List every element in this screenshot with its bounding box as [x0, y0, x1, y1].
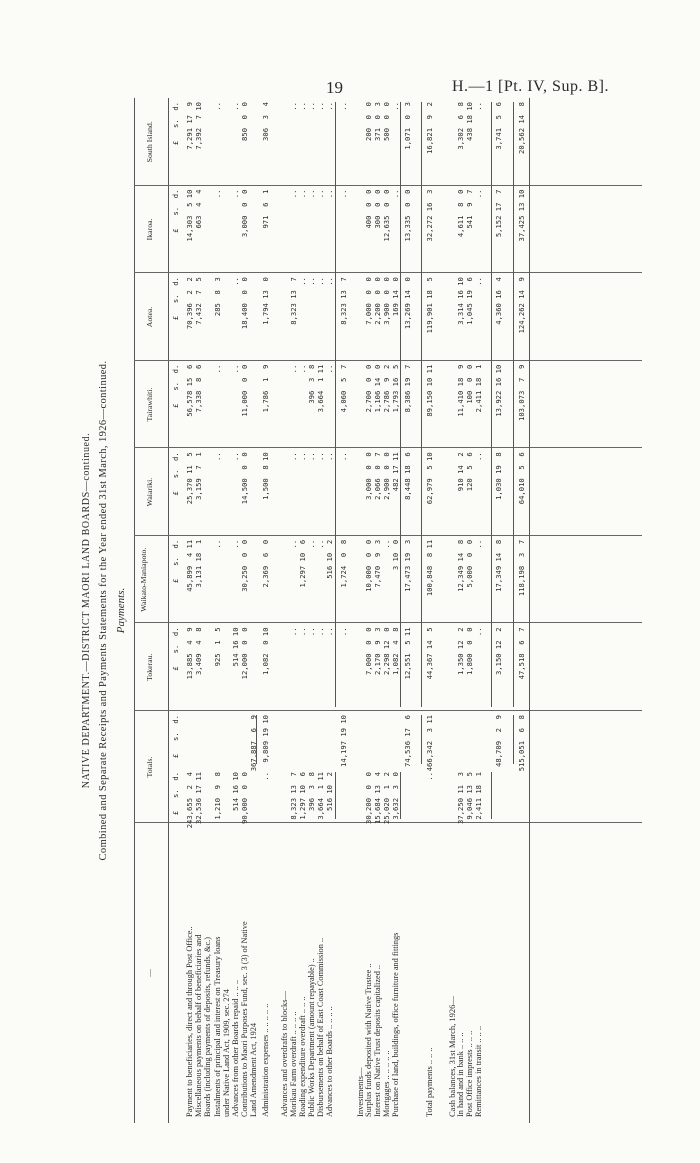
column-rule — [134, 710, 642, 711]
table-cell: 3,664 1 11 — [316, 772, 325, 820]
table-cell: 3,664 1 11 — [316, 364, 325, 413]
table-cell: .. — [391, 102, 400, 111]
table-cell: 62,979 5 10 — [425, 452, 434, 505]
column-rule — [134, 447, 642, 448]
column-header: South Island. — [145, 121, 154, 163]
table-cell: .. — [325, 189, 334, 199]
table-cell: 7,392 7 10 — [194, 102, 203, 150]
subtotal-rule — [491, 102, 492, 707]
table-cell: 11,410 18 9 — [456, 364, 465, 417]
table-cell: 285 8 3 — [213, 277, 222, 317]
table-cell: 3,741 5 6 — [494, 102, 503, 150]
subtotal-rule — [421, 102, 422, 707]
table-cell: 5,000 0 0 — [465, 539, 474, 588]
table-cell: .. — [316, 539, 325, 549]
table-cell: 70,396 2 2 — [185, 277, 194, 330]
header-section: Payments. — [115, 587, 127, 634]
table-cell: 4,060 5 7 — [339, 364, 348, 413]
table-cell: 2,066 0 7 — [373, 452, 382, 500]
table-cell: 2,170 9 3 — [373, 627, 382, 676]
table-cell: 4,611 8 0 — [456, 189, 465, 238]
table-cell: 2,411 18 1 — [474, 772, 483, 820]
table-cell: 3,131 18 1 — [194, 539, 203, 588]
column-header: Waikato-Maniapoto. — [139, 547, 148, 612]
row-label: Advances from other Boards repaid .. .. .. — [231, 979, 240, 1117]
table-cell: 3,159 7 1 — [194, 452, 203, 500]
table-cell: 30,250 0 0 — [240, 539, 249, 592]
page-reference: H.—1 [Pt. IV, Sup. B]. — [452, 78, 609, 95]
column-rule — [134, 185, 642, 186]
table-cell: 1,082 4 8 — [391, 627, 400, 676]
table-cell: 910 14 2 — [456, 452, 465, 492]
table-cell: .. — [289, 189, 298, 199]
table-cell: .. — [339, 102, 348, 111]
table-cell: .. — [231, 452, 240, 461]
table-cell: 3,000 0 0 — [364, 452, 373, 500]
table-cell: 7,000 0 0 — [364, 627, 373, 676]
table-cell: 400 0 0 — [364, 189, 373, 229]
table-cell: 3,314 16 10 — [456, 277, 465, 325]
table-cell: 2,700 0 0 — [364, 364, 373, 413]
table-cell: 17,349 14 8 — [494, 539, 503, 592]
table-cell: 100,848 8 11 — [425, 539, 434, 597]
table-cell: .. — [298, 364, 307, 374]
row-label: Public Works Department (amount repayable) .. — [307, 958, 316, 1117]
table-cell: 4,360 16 4 — [494, 277, 503, 325]
table-cell: .. — [213, 189, 222, 199]
section-label: Investments— — [355, 1067, 365, 1117]
table-cell: 37,250 11 3 — [456, 772, 465, 824]
table-cell: 3,150 12 2 — [494, 627, 503, 676]
table-cell: 15,684 13 4 — [373, 772, 382, 824]
table-cell: 12,349 14 8 — [456, 539, 465, 592]
row-label: Roading expenditure overdraft .. .. .. — [298, 996, 307, 1117]
currency-unit-label: £ s. d. — [171, 452, 180, 496]
table-cell: 10,000 0 0 — [364, 539, 373, 592]
column-header: Tokerau. — [145, 653, 154, 681]
row-label: Boards (including payments of deposits, refunds, &c.) — [203, 937, 212, 1117]
row-label: Disbursements on behalf of East Coast Commission .. — [316, 937, 325, 1117]
table-cell: 103,073 7 9 — [517, 364, 526, 421]
table-cell: .. — [298, 452, 307, 461]
table-cell: .. — [382, 539, 391, 549]
table-cell: 8,323 13 7 — [339, 277, 348, 325]
table-cell: 7,470 9 3 — [373, 539, 382, 588]
table-cell: .. — [474, 189, 483, 199]
table-cell: 1,786 1 9 — [261, 364, 270, 413]
column-rule — [134, 535, 642, 536]
row-label: Post Office imprests .. .. .. — [465, 1030, 474, 1117]
table-cell: 514 16 10 — [231, 627, 240, 667]
table-cell: .. — [289, 539, 298, 549]
table-cell: .. — [289, 364, 298, 374]
table-cell: .. — [307, 102, 316, 111]
table-cell: 17,473 19 3 — [403, 539, 412, 592]
table-cell: 663 4 4 — [194, 189, 203, 229]
table-cell: 44,367 14 5 — [425, 627, 434, 680]
table-cell: 169 14 0 — [391, 277, 400, 317]
section-label: Advances and overdrafts to blocks— — [279, 990, 289, 1117]
row-label: under Native Land Act, 1909, sec. 274 — [222, 989, 231, 1117]
column-header: Waiariki. — [145, 477, 154, 507]
table-cell: .. — [474, 102, 483, 111]
header-subtitle: Combined and Separate Receipts and Payments Statements for the Year ended 31st March, 1926—continued. — [98, 360, 109, 861]
table-cell: .. — [474, 277, 483, 286]
table-cell: .. — [298, 189, 307, 199]
table-cell: .. — [289, 102, 298, 111]
table-cell: 925 1 5 — [213, 627, 222, 667]
table-header-rule — [168, 98, 169, 1123]
table-cell: 64,010 5 6 — [517, 452, 526, 505]
subtotal-rule — [421, 715, 422, 764]
table-cell: 396 3 8 — [307, 772, 316, 811]
table-bottom-rule — [529, 98, 530, 1123]
column-rule — [134, 360, 642, 361]
table-cell: 3 10 0 — [391, 539, 400, 571]
currency-unit-label: £ s. d. — [171, 102, 180, 146]
table-cell: .. — [307, 539, 316, 549]
row-label: Administration expenses .. .. .. .. .. — [261, 1003, 270, 1117]
table-cell: 3,409 4 8 — [194, 627, 203, 676]
table-cell: .. — [316, 277, 325, 286]
row-label: Morikau Farm overdraft .. .. .. .. — [289, 1011, 298, 1117]
table-cell: 32,536 17 11 — [194, 772, 203, 824]
table-cell: 8,448 18 6 — [403, 452, 412, 500]
table-cell: .. — [307, 277, 316, 286]
table-cell: .. — [474, 539, 483, 549]
table-cell: 1,794 13 0 — [261, 277, 270, 325]
subtotal-rule — [513, 715, 514, 764]
table-cell: .. — [316, 189, 325, 199]
row-label: Advances to other Boards .. .. .. .. — [325, 1006, 334, 1117]
subtotal-rule — [335, 772, 336, 819]
table-cell: .. — [231, 102, 240, 111]
table-cell: .. — [307, 627, 316, 637]
table-cell: 1,724 0 8 — [339, 539, 348, 588]
table-cell: 13,885 4 9 — [185, 627, 194, 680]
table-cell: 396 3 8 — [307, 364, 316, 404]
table-cell: 1,045 19 6 — [465, 277, 474, 325]
table-cell: .. — [474, 627, 483, 637]
table-cell: 11,000 0 0 — [240, 364, 249, 417]
table-cell: 18,400 0 0 — [240, 277, 249, 330]
table-cell: .. — [425, 772, 434, 781]
column-header: Aotea. — [145, 306, 154, 328]
table-cell: 16,821 9 2 — [425, 102, 434, 154]
table-cell: 2,369 6 0 — [261, 539, 270, 588]
table-cell: 541 9 7 — [465, 189, 474, 229]
table-cell: 1,210 9 8 — [213, 772, 222, 820]
table-cell: .. — [339, 627, 348, 637]
table-cell: 25,370 11 5 — [185, 452, 194, 505]
rotated-table-block — [82, 98, 642, 1123]
subtotal-rule — [400, 772, 401, 819]
currency-unit-label: £ s. d. — [171, 364, 180, 408]
table-cell: .. — [307, 452, 316, 461]
table-cell: 74,536 17 6 — [403, 715, 412, 767]
row-label: Mortgages .. .. .. .. .. — [382, 1050, 391, 1117]
table-cell: .. — [231, 539, 240, 549]
table-cell: 1,350 12 2 — [456, 627, 465, 676]
table-cell: 9,809 19 10 — [261, 715, 270, 763]
table-cell: .. — [298, 627, 307, 637]
column-header: Ikaroa. — [145, 218, 154, 241]
subtotal-rule — [513, 102, 514, 707]
table-cell: .. — [391, 189, 400, 199]
currency-unit-label: £ s. d. — [171, 627, 180, 671]
table-cell: 515,051 6 8 — [517, 715, 526, 772]
table-cell: .. — [213, 364, 222, 374]
column-header: Totals. — [145, 756, 154, 778]
table-cell: 1,030 19 8 — [494, 452, 503, 500]
table-cell: .. — [289, 452, 298, 461]
table-cell: 482 17 11 — [391, 452, 400, 492]
table-cell: .. — [213, 452, 222, 461]
table-cell: 8,323 13 7 — [289, 772, 298, 820]
table-cell: 48,709 2 9 — [494, 715, 503, 767]
table-cell: 7,338 8 6 — [194, 364, 203, 413]
table-cell: 120 5 6 — [465, 452, 474, 492]
table-cell: 13,335 0 0 — [403, 189, 412, 242]
table-cell: 200 0 0 — [364, 102, 373, 141]
table-cell: 13,922 16 10 — [494, 364, 503, 417]
currency-unit-label: £ s. d. — [171, 539, 180, 584]
table-cell: 1,500 8 10 — [261, 452, 270, 500]
table-cell: 14,500 0 0 — [240, 452, 249, 505]
table-cell: 124,262 14 9 — [517, 277, 526, 334]
table-cell: .. — [231, 189, 240, 199]
currency-unit-label: £ s. d. — [171, 189, 180, 233]
table-cell: 45,899 4 11 — [185, 539, 194, 592]
row-label: Purchase of land, buildings, office furniture and fittings — [391, 932, 400, 1117]
page-number: 19 — [326, 78, 343, 97]
table-cell: 9,046 13 5 — [465, 772, 474, 820]
row-label: Land Amendment Act, 1924 — [249, 1022, 258, 1117]
table-cell: 20,562 14 8 — [517, 102, 526, 154]
table-cell: 367,887 6 9 — [249, 715, 258, 772]
table-top-rule — [134, 98, 135, 1123]
table-cell: .. — [289, 627, 298, 637]
table-cell: 12,000 0 0 — [240, 627, 249, 680]
table-cell: .. — [316, 102, 325, 111]
table-cell: 850 0 0 — [240, 102, 249, 141]
table-cell: 119,901 18 5 — [425, 277, 434, 334]
table-cell: 371 0 3 — [373, 102, 382, 141]
table-cell: 2,298 12 0 — [382, 627, 391, 676]
table-cell: .. — [325, 452, 334, 461]
row-label: Total payments .. .. .. — [425, 1047, 434, 1117]
table-cell: 14,303 5 10 — [185, 189, 194, 242]
row-label: Miscellaneous payments on behalf of beneficiaries and — [194, 934, 203, 1117]
table-cell: 7,000 0 0 — [364, 277, 373, 325]
table-cell: 13,269 14 0 — [403, 277, 412, 330]
row-label: Remittances in transit .. .. .. — [474, 1025, 483, 1117]
table-cell: .. — [325, 627, 334, 637]
table-cell: .. — [213, 539, 222, 549]
table-cell: 1,082 0 10 — [261, 627, 270, 676]
table-cell: 7,432 7 5 — [194, 277, 203, 325]
currency-unit-label: £ s. d. — [171, 715, 180, 759]
table-cell: 47,518 6 7 — [517, 627, 526, 680]
table-cell: 466,342 3 11 — [425, 715, 434, 772]
table-cell: 8,323 13 7 — [289, 277, 298, 325]
row-label: Surplus funds deposited with Native Trustee .. — [364, 963, 373, 1117]
table-cell: .. — [325, 277, 334, 286]
table-cell: 306 3 4 — [261, 102, 270, 141]
payments-table — [134, 98, 642, 1123]
table-cell: .. — [231, 364, 240, 374]
table-cell: .. — [316, 452, 325, 461]
table-cell: 300 0 0 — [373, 189, 382, 229]
currency-unit-label: £ s. d. — [171, 277, 180, 321]
table-cell: .. — [261, 772, 270, 781]
table-cell: 56,578 15 6 — [185, 364, 194, 417]
table-cell: 100 0 0 — [465, 364, 474, 404]
table-cell: .. — [316, 627, 325, 637]
table-cell: 516 10 2 — [325, 539, 334, 579]
row-label: Instalments of principal and interest on Treasury loans — [213, 936, 222, 1117]
table-cell: 2,900 0 0 — [382, 452, 391, 500]
subtotal-rule — [400, 102, 401, 707]
column-rule — [134, 622, 642, 623]
header-title: NATIVE DEPARTMENT.—DISTRICT MAORI LAND BOARDS—continued. — [81, 432, 92, 789]
currency-unit-label: £ s. d. — [171, 772, 180, 816]
row-label: Payment to beneficiaries, direct and through Post Office.. — [185, 926, 194, 1117]
table-cell: .. — [231, 277, 240, 286]
table-cell: 30,200 0 0 — [364, 772, 373, 824]
table-cell: 2,786 9 2 — [382, 364, 391, 413]
table-cell: .. — [298, 277, 307, 286]
table-cell: 1,800 0 0 — [465, 627, 474, 676]
table-cell: .. — [307, 189, 316, 199]
column-header: — — [145, 969, 154, 977]
table-cell: 1,106 14 0 — [373, 364, 382, 413]
section-label: Cash balances, 31st March, 1926— — [447, 996, 457, 1117]
row-label: In hand and in bank .. .. .. — [456, 1032, 465, 1117]
table-cell: 3,302 6 8 — [456, 102, 465, 150]
table-cell: .. — [213, 102, 222, 111]
table-cell: 7,291 17 9 — [185, 102, 194, 150]
table-cell: .. — [474, 452, 483, 461]
table-cell: 3,900 0 0 — [382, 277, 391, 325]
subtotal-rule — [491, 772, 492, 819]
row-label: Contributions to Maori Purposes Fund, sec. 3 (3) of Native — [240, 921, 249, 1117]
table-cell: 5,152 17 7 — [494, 189, 503, 238]
table-cell: 1,793 16 5 — [391, 364, 400, 413]
table-cell: 12,551 5 11 — [403, 627, 412, 680]
subtotal-rule — [335, 102, 336, 707]
table-cell: .. — [298, 102, 307, 111]
table-cell: 3,000 0 0 — [240, 189, 249, 238]
table-cell: 514 16 10 — [231, 772, 240, 811]
table-cell: 118,198 3 7 — [517, 539, 526, 597]
table-cell: 8,386 19 7 — [403, 364, 412, 413]
table-cell: 516 10 2 — [325, 772, 334, 811]
table-cell: 1,297 10 6 — [298, 772, 307, 820]
table-cell: 971 6 1 — [261, 189, 270, 229]
table-cell: 243,655 2 4 — [185, 772, 194, 829]
table-cell: 2,411 18 1 — [474, 364, 483, 413]
table-cell: 2,200 0 0 — [373, 277, 382, 325]
table-cell: 500 0 0 — [382, 102, 391, 141]
column-header: Tairawhiti. — [145, 387, 154, 422]
column-rule — [134, 272, 642, 273]
table-cell: 37,425 13 10 — [517, 189, 526, 242]
table-cell: .. — [339, 452, 348, 461]
table-cell: 25,020 1 2 — [382, 772, 391, 824]
table-cell: 14,197 19 10 — [339, 715, 348, 767]
table-cell: 1,071 0 3 — [403, 102, 412, 150]
table-cell: .. — [339, 189, 348, 199]
table-cell: 90,000 0 0 — [240, 772, 249, 824]
table-cell: 3,632 3 0 — [391, 772, 400, 820]
table-cell: 89,150 10 11 — [425, 364, 434, 417]
subtotal-rule — [256, 715, 257, 764]
table-cell: 438 18 10 — [465, 102, 474, 141]
table-cell: 32,272 16 3 — [425, 189, 434, 242]
table-cell: 1,297 10 6 — [298, 539, 307, 588]
table-cell: .. — [325, 102, 334, 111]
table-cell: 12,635 0 0 — [382, 189, 391, 242]
row-label: Interest on Native Trust deposits capitalized .. — [373, 964, 382, 1117]
table-cell: .. — [325, 364, 334, 374]
